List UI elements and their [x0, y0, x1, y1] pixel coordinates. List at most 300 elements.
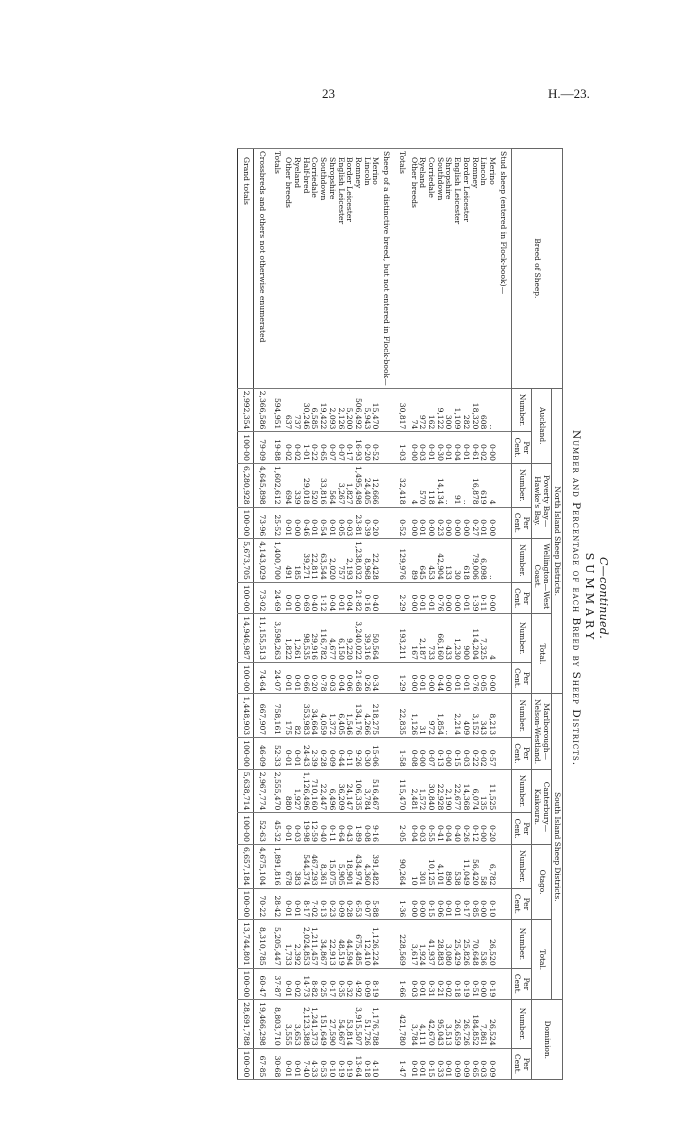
number-cell: 972: [418, 388, 427, 432]
percent-cell: 0·34: [371, 662, 380, 694]
percent-cell: 0·00: [292, 582, 301, 614]
percent-cell: 60·47: [254, 968, 269, 1000]
row-label: Lincoln: [362, 149, 371, 389]
number-cell: 26,659: [452, 1000, 461, 1048]
table-row: [292, 149, 301, 1080]
number-cell: 228,569: [394, 920, 409, 968]
number-cell: 25,826: [461, 920, 470, 968]
percent-cell: 0·13: [435, 738, 444, 770]
percent-cell: 0·00: [444, 662, 453, 694]
number-cell: 11,049: [461, 844, 470, 888]
dominion-header: Dominion.: [531, 1000, 563, 1080]
percent-cell: 0·78: [318, 662, 327, 694]
number-cell: 30,840: [426, 769, 435, 813]
percent-cell: 0·03: [461, 738, 470, 770]
number-cell: 10,125: [426, 844, 435, 888]
percent-cell: 100·00: [238, 432, 254, 464]
number-cell: 4: [487, 614, 496, 662]
number-cell: 34,664: [310, 694, 319, 738]
number-cell: 36,209: [336, 769, 345, 813]
percent-cell: 8·19: [371, 968, 380, 1000]
number-cell: 6,657,184: [238, 844, 254, 888]
percent-cell: 0·18: [452, 968, 461, 1000]
percent-cell: 0·61: [470, 432, 479, 464]
percent-cell: 0·16: [362, 582, 371, 614]
percent-cell: 0·00: [479, 968, 488, 1000]
number-cell: 27,590: [327, 1000, 336, 1048]
number-cell: 24,405: [362, 463, 371, 507]
percent-cell: 0·64: [336, 813, 345, 845]
percent-cell: 7·02: [310, 888, 319, 920]
number-cell: 30,246: [301, 388, 310, 432]
percent-cell: 0·44: [336, 738, 345, 770]
number-cell: 31: [418, 694, 427, 738]
percent-cell: 0·44: [435, 662, 444, 694]
number-cell: 608: [479, 388, 488, 432]
number-cell: 66,160: [435, 614, 444, 662]
percent-cell: 0·32: [345, 968, 354, 1000]
number-cell: 114,204: [470, 614, 479, 662]
percent-cell: 0·01: [284, 738, 293, 770]
number-cell: 4,059: [318, 694, 327, 738]
number-cell: 70,648: [470, 920, 479, 968]
row-label: Merino: [371, 149, 380, 389]
empty-cell: [379, 888, 394, 920]
number-cell: 39,316: [362, 614, 371, 662]
number-cell: 570: [418, 463, 427, 507]
number-cell: 10: [409, 844, 418, 888]
percent-cell: 24·07: [269, 662, 284, 694]
table-row: [479, 149, 488, 1080]
percent-cell: 0·05: [479, 662, 488, 694]
number-cell: 1,372: [327, 694, 336, 738]
table-row: [327, 149, 336, 1080]
row-label: Ryeland: [418, 149, 427, 389]
number-cell: 1,241,373: [310, 1000, 319, 1048]
number-cell: 667,907: [254, 694, 269, 738]
number-cell: 14,134: [435, 463, 444, 507]
empty-cell: [379, 968, 394, 1000]
number-cell: 1,827: [345, 463, 354, 507]
number-cell: 25,429: [452, 920, 461, 968]
empty-cell: [496, 1048, 511, 1080]
percent-cell: 0·17: [461, 888, 470, 920]
number-cell: 4,111: [418, 1000, 427, 1048]
number-cell: 162: [426, 388, 435, 432]
empty-cell: [379, 1048, 394, 1080]
number-cell: 1,211,457: [310, 920, 319, 968]
number-cell: 13,744,801: [238, 920, 254, 968]
percent-cell: 52·63: [254, 813, 269, 845]
percent-cell: 1·89: [353, 813, 362, 845]
number-cell: 22,428: [371, 539, 380, 583]
breed-summary-table: [237, 148, 563, 1080]
number-cell: 7,325: [479, 614, 488, 662]
number-cell: 1,891,816: [269, 844, 284, 888]
percent-cell: 0·03: [418, 432, 427, 464]
percent-cell: 0·19: [487, 968, 496, 1000]
percent-cell: 100·00: [238, 888, 254, 920]
percent-cell: 0·65: [318, 432, 327, 464]
empty-cell: [379, 463, 394, 507]
percent-cell: 0·03: [418, 813, 427, 845]
percent-cell: 9·16: [371, 813, 380, 845]
number-cell: 4,101: [435, 844, 444, 888]
percent-cell: 0·00: [452, 507, 461, 539]
number-cell: 118: [426, 463, 435, 507]
percent-subheader: Per Cent.: [511, 738, 531, 770]
percent-cell: 0·33: [435, 1048, 444, 1080]
percent-cell: 0·26: [461, 813, 470, 845]
table-row: [371, 149, 380, 1080]
table-row: [345, 149, 354, 1080]
number-cell: 5,205,447: [269, 920, 284, 968]
number-subheader: Number.: [511, 614, 531, 662]
percent-cell: 0·57: [487, 738, 496, 770]
percent-cell: 4·10: [371, 1048, 380, 1080]
percent-cell: 0·40: [310, 582, 319, 614]
number-cell: 3,080: [444, 920, 453, 968]
number-cell: 19,422: [318, 388, 327, 432]
table-row: [284, 149, 293, 1080]
number-cell: 1,400,700: [269, 539, 284, 583]
number-cell: 3,267: [336, 463, 345, 507]
number-cell: 98,535: [301, 614, 310, 662]
percent-cell: 0·00: [426, 507, 435, 539]
percent-cell: 28·42: [269, 888, 284, 920]
percent-cell: 0·52: [371, 432, 380, 464]
table-row: [353, 149, 362, 1080]
number-cell: 28,883: [435, 920, 444, 968]
row-label: Totals: [394, 149, 409, 389]
percent-cell: 0·20: [371, 507, 380, 539]
number-cell: 544,374: [301, 844, 310, 888]
row-label: Corriedale: [310, 149, 319, 389]
table-row: [409, 149, 418, 1080]
empty-cell: [379, 507, 394, 539]
percent-cell: 21·68: [353, 662, 362, 694]
number-cell: 6,405: [336, 694, 345, 738]
number-cell: 3,598,263: [269, 614, 284, 662]
number-cell: 18,320: [470, 388, 479, 432]
empty-cell: [379, 920, 394, 968]
number-cell: 467,293: [310, 844, 319, 888]
number-cell: 3,617: [409, 920, 418, 968]
number-cell: 18,901: [345, 844, 354, 888]
percent-cell: 0·40: [318, 813, 327, 845]
percent-cell: 0·30: [435, 432, 444, 464]
number-cell: 22,811: [310, 539, 319, 583]
number-cell: 26,726: [461, 1000, 470, 1048]
number-cell: 2,020: [327, 539, 336, 583]
percent-cell: 0·09: [452, 1048, 461, 1080]
percent-cell: 0·07: [336, 432, 345, 464]
empty-cell: [496, 844, 511, 888]
percent-cell: 0·28: [318, 738, 327, 770]
percent-cell: 0·09: [362, 968, 371, 1000]
number-cell: 4,143,029: [254, 539, 269, 583]
row-label: English Leicester: [336, 149, 345, 389]
number-cell: 1,230: [452, 614, 461, 662]
number-cell: 421,780: [394, 1000, 409, 1048]
table-row: [362, 149, 371, 1080]
south-island-group-header: South Island Sheep Districts.: [551, 694, 563, 1000]
percent-cell: 7·40: [301, 1048, 310, 1080]
percent-cell: 0·02: [479, 738, 488, 770]
number-cell: 15,470: [371, 388, 380, 432]
table-row: [418, 149, 427, 1080]
number-cell: 1,927: [292, 769, 301, 813]
percent-cell: 0·07: [327, 432, 336, 464]
percent-cell: 0·20: [310, 662, 319, 694]
percent-cell: 0·40: [452, 813, 461, 845]
empty-cell: [496, 582, 511, 614]
percent-cell: 73·96: [254, 507, 269, 539]
number-cell: 6,585: [310, 388, 319, 432]
percent-cell: 79·09: [254, 432, 269, 464]
number-cell: 22,835: [394, 694, 409, 738]
row-label: Shropshire: [444, 149, 453, 389]
empty-cell: [496, 539, 511, 583]
percent-cell: 0·00: [487, 507, 496, 539]
percent-cell: 0·15: [426, 1048, 435, 1080]
number-cell: 167: [409, 614, 418, 662]
percent-cell: 0·65: [470, 1048, 479, 1080]
table-row: [254, 149, 269, 1080]
number-cell: 30: [452, 539, 461, 583]
number-cell: 30,817: [394, 388, 409, 432]
percent-cell: 24·43: [301, 738, 310, 770]
percent-cell: 0·01: [292, 738, 301, 770]
number-cell: 2,193: [345, 539, 354, 583]
percent-cell: 0·21: [435, 968, 444, 1000]
percent-cell: 0·02: [292, 432, 301, 464]
number-cell: 339: [292, 463, 301, 507]
percent-cell: 0·39: [362, 507, 371, 539]
percent-cell: 0·01: [284, 813, 293, 845]
number-subheader: Number.: [511, 769, 531, 813]
percent-cell: 0·25: [318, 968, 327, 1000]
percent-cell: 0·17: [327, 968, 336, 1000]
document-reference: H.—23.: [548, 86, 590, 101]
number-cell: 594,951: [269, 388, 284, 432]
number-cell: 8,213: [487, 694, 496, 738]
district-header: Total.: [531, 920, 551, 1000]
percent-subheader: Per Cent.: [511, 813, 531, 845]
row-label: Southdown: [435, 149, 444, 389]
number-cell: 34,867: [318, 920, 327, 968]
number-cell: 1,854: [435, 694, 444, 738]
percent-cell: 0·18: [362, 1048, 371, 1080]
section-title-row: [379, 149, 394, 1080]
number-cell: 564: [327, 463, 336, 507]
number-cell: 900: [461, 614, 470, 662]
percent-cell: 15·06: [371, 738, 380, 770]
number-cell: 89: [409, 539, 418, 583]
number-cell: 115,470: [394, 769, 409, 813]
percent-cell: 0·19: [336, 1048, 345, 1080]
number-cell: 1,733: [284, 920, 293, 968]
number-cell: 8,310,785: [254, 920, 269, 968]
percent-cell: 0·31: [426, 968, 435, 1000]
rotated-table-container: [110, 148, 610, 1078]
percent-cell: 0·01: [284, 582, 293, 614]
breed-column-header: Breed of Sheep.: [511, 149, 563, 389]
percent-cell: 0·01: [452, 662, 461, 694]
number-cell: 5,673,705: [238, 539, 254, 583]
number-cell: 11,155,513: [254, 614, 269, 662]
row-label: Romney: [470, 149, 479, 389]
percent-cell: 0·01: [426, 432, 435, 464]
percent-cell: 0·52: [394, 507, 409, 539]
percent-cell: 0·00: [409, 662, 418, 694]
percent-cell: 0·04: [336, 662, 345, 694]
number-cell: 675,485: [353, 920, 362, 968]
percent-cell: 30·68: [269, 1048, 284, 1080]
number-cell: 129,976: [394, 539, 409, 583]
percent-cell: 0·03: [345, 507, 354, 539]
percent-cell: 0·01: [336, 582, 345, 614]
percent-cell: 0·01: [409, 1048, 418, 1080]
table-header: [511, 149, 563, 1080]
row-label: Merino: [487, 149, 496, 389]
number-cell: 2,481: [409, 769, 418, 813]
percent-subheader: Per Cent.: [511, 968, 531, 1000]
number-cell: 1,546: [345, 694, 354, 738]
percent-cell: 0·03: [327, 662, 336, 694]
district-header: Wellington—West Coast.: [531, 539, 551, 614]
number-cell: 2,123,388: [301, 1000, 310, 1048]
number-cell: 453: [426, 539, 435, 583]
north-island-group-header: North Island Sheep Districts.: [551, 388, 563, 694]
number-cell: 3,513: [444, 1000, 453, 1048]
number-cell: 1,448,903: [238, 694, 254, 738]
percent-cell: 52·33: [269, 738, 284, 770]
number-cell: 8,803,710: [269, 1000, 284, 1048]
percent-cell: 0·11: [327, 813, 336, 845]
percent-cell: 0·00: [487, 662, 496, 694]
percent-cell: 0·01: [452, 888, 461, 920]
percent-cell: 0·10: [327, 1048, 336, 1080]
percent-cell: 0·09: [461, 1048, 470, 1080]
percent-cell: 0·00: [452, 582, 461, 614]
percent-cell: 4·92: [353, 968, 362, 1000]
number-cell: 22,447: [318, 769, 327, 813]
percent-subheader: Per Cent.: [511, 888, 531, 920]
percent-cell: 74·64: [254, 662, 269, 694]
number-cell: 74: [409, 388, 418, 432]
empty-cell: [496, 920, 511, 968]
empty-cell: [379, 694, 394, 738]
percent-cell: 0·01: [418, 507, 427, 539]
percent-cell: 19·98: [301, 813, 310, 845]
percent-cell: 0·00: [409, 582, 418, 614]
table-row: [318, 149, 327, 1080]
number-cell: 433: [444, 614, 453, 662]
number-cell: 9,220: [345, 614, 354, 662]
summary-title: SUMMARY: [583, 552, 597, 644]
number-cell: ..: [461, 463, 470, 507]
empty-cell: [379, 432, 394, 464]
percent-cell: 0·07: [362, 888, 371, 920]
percent-cell: 0·01: [444, 432, 453, 464]
number-cell: 353,983: [301, 694, 310, 738]
percent-cell: 0·01: [284, 968, 293, 1000]
empty-cell: [496, 662, 511, 694]
percent-cell: 0·46: [301, 507, 310, 539]
number-cell: 972: [426, 694, 435, 738]
percent-cell: 19·88: [269, 432, 284, 464]
section-title: Sheep of a distinctive breed, but not entered in Flock-book—: [379, 149, 394, 389]
percent-cell: 0·19: [345, 1048, 354, 1080]
percent-cell: 0·76: [470, 662, 479, 694]
percent-cell: 0·76: [435, 582, 444, 614]
number-cell: 82: [292, 694, 301, 738]
number-cell: 54,667: [336, 1000, 345, 1048]
number-cell: 22,913: [327, 920, 336, 968]
row-label: Border Leicester: [345, 149, 354, 389]
number-cell: 3,784: [409, 1000, 418, 1048]
number-cell: 520: [310, 463, 319, 507]
empty-cell: [496, 738, 511, 770]
percent-cell: 0·01: [426, 582, 435, 614]
number-cell: 1,572: [418, 769, 427, 813]
number-cell: 5,943: [362, 388, 371, 432]
percent-cell: 1·01: [301, 432, 310, 464]
percent-cell: 0·10: [487, 888, 496, 920]
empty-cell: [496, 388, 511, 432]
number-cell: 1,126: [409, 694, 418, 738]
number-cell: 7,861: [479, 1000, 488, 1048]
number-cell: 733: [426, 614, 435, 662]
page-number: 23: [322, 86, 335, 101]
empty-cell: [496, 769, 511, 813]
percent-cell: 0·00: [444, 507, 453, 539]
percent-cell: 73·02: [254, 582, 269, 614]
number-subheader: Number.: [511, 539, 531, 583]
percent-cell: 0·01: [292, 1048, 301, 1080]
row-label: Ryeland: [292, 149, 301, 389]
number-cell: 22,928: [435, 769, 444, 813]
table-body: [238, 149, 511, 1080]
number-cell: 3,653: [292, 1000, 301, 1048]
number-cell: 4,677: [327, 614, 336, 662]
percent-cell: 0·22: [470, 738, 479, 770]
number-cell: 1,495,498: [353, 463, 362, 507]
number-cell: 3,152: [470, 694, 479, 738]
number-cell: 12,410: [362, 920, 371, 968]
district-header: Marlborough—Nelson-Westland.: [531, 694, 551, 769]
number-cell: 185: [292, 539, 301, 583]
number-cell: 24,147: [345, 769, 354, 813]
number-cell: 42,670: [426, 1000, 435, 1048]
row-label: Lincoln: [479, 149, 488, 389]
number-cell: ..: [444, 463, 453, 507]
percent-cell: 0·01: [461, 582, 470, 614]
percent-cell: 24·69: [269, 582, 284, 614]
row-label: Crossbreds and others not otherwise enumerated: [254, 149, 269, 389]
number-cell: 758,161: [269, 694, 284, 738]
number-cell: 95,043: [435, 1000, 444, 1048]
percent-cell: 0·00: [418, 888, 427, 920]
empty-cell: [379, 813, 394, 845]
percent-cell: 100·00: [238, 813, 254, 845]
number-cell: 538: [452, 844, 461, 888]
percent-cell: 0·11: [479, 582, 488, 614]
number-cell: 58: [479, 844, 488, 888]
percent-cell: 100·00: [238, 507, 254, 539]
percent-cell: 21·82: [353, 582, 362, 614]
